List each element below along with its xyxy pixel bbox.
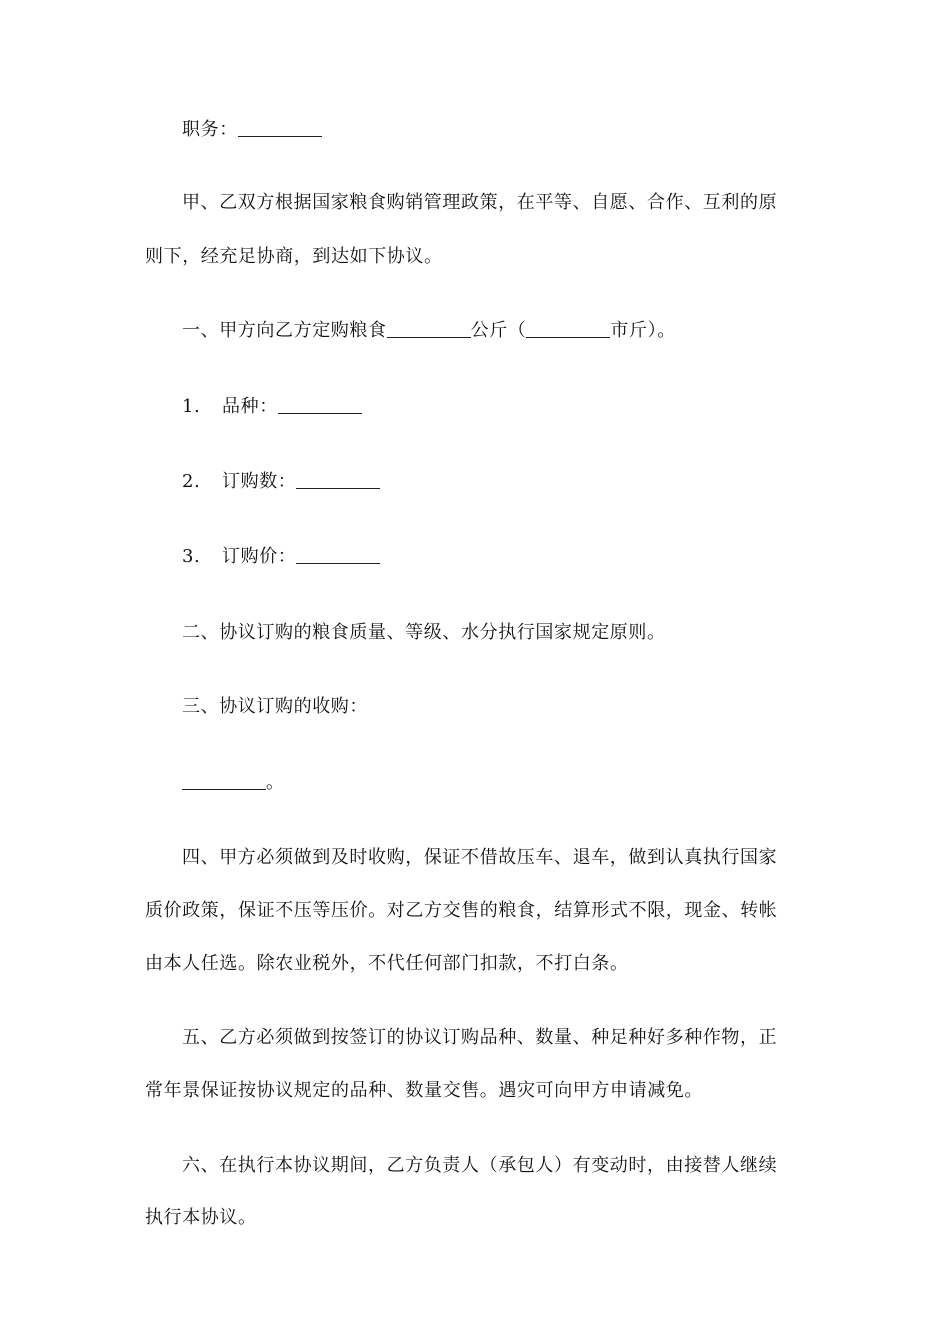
quantity-jin-blank[interactable]	[526, 319, 610, 338]
clause-1-prefix: 一、甲方向乙方定购粮食	[182, 320, 387, 341]
item-order-quantity	[182, 469, 380, 495]
item-label: 订购数：	[222, 471, 297, 492]
item-number: 3.	[182, 546, 201, 567]
item-variety	[182, 394, 362, 420]
quantity-kg-blank[interactable]	[387, 319, 471, 338]
item-label: 品种：	[222, 396, 278, 417]
clause-1-unit-jin: 市斤）。	[610, 320, 676, 341]
item-number: 2.	[182, 471, 201, 492]
clause-5-line-1: 五、乙方必须做到按签订的协议订购品种、数量、种足种好多种作物，正	[182, 1027, 778, 1048]
position-label: 职务：	[182, 119, 238, 140]
position-line	[182, 117, 322, 143]
clause-3-blank-line	[182, 770, 285, 796]
variety-blank[interactable]	[278, 395, 362, 414]
clause-4-line-2: 质价政策，保证不压等压价。对乙方交售的粮食，结算形式不限，现金、转帐	[145, 900, 778, 921]
clause-6-line-1: 六、在执行本协议期间，乙方负责人（承包人）有变动时，由接替人继续	[182, 1155, 778, 1176]
purchase-terms-blank[interactable]	[182, 771, 266, 790]
position-blank[interactable]	[238, 118, 322, 137]
clause-5-line-2: 常年景保证按协议规定的品种、数量交售。遇灾可向甲方申请减免。	[145, 1080, 703, 1101]
item-number: 1.	[182, 396, 201, 417]
order-price-blank[interactable]	[296, 545, 380, 564]
clause-1-unit-kg: 公斤（	[470, 320, 527, 341]
intro-line-1: 甲、乙双方根据国家粮食购销管理政策，在平等、自愿、合作、互利的原	[182, 192, 778, 213]
item-order-price	[182, 544, 380, 570]
clause-4-line-3: 由本人任选。除农业税外，不代任何部门扣款，不打白条。	[145, 953, 629, 974]
clause-1	[182, 318, 676, 344]
clause-4-line-1: 四、甲方必须做到及时收购，保证不借故压车、退车，做到认真执行国家	[182, 847, 778, 868]
clause-3: 三、协议订购的收购：	[182, 696, 368, 717]
item-label: 订购价：	[222, 546, 297, 567]
clause-3-tail: 。	[266, 772, 285, 793]
order-quantity-blank[interactable]	[296, 470, 380, 489]
clause-6-line-2: 执行本协议。	[145, 1207, 257, 1228]
intro-line-2: 则下，经充足协商，到达如下协议。	[145, 246, 443, 267]
clause-2: 二、协议订购的粮食质量、等级、水分执行国家规定原则。	[182, 622, 666, 643]
